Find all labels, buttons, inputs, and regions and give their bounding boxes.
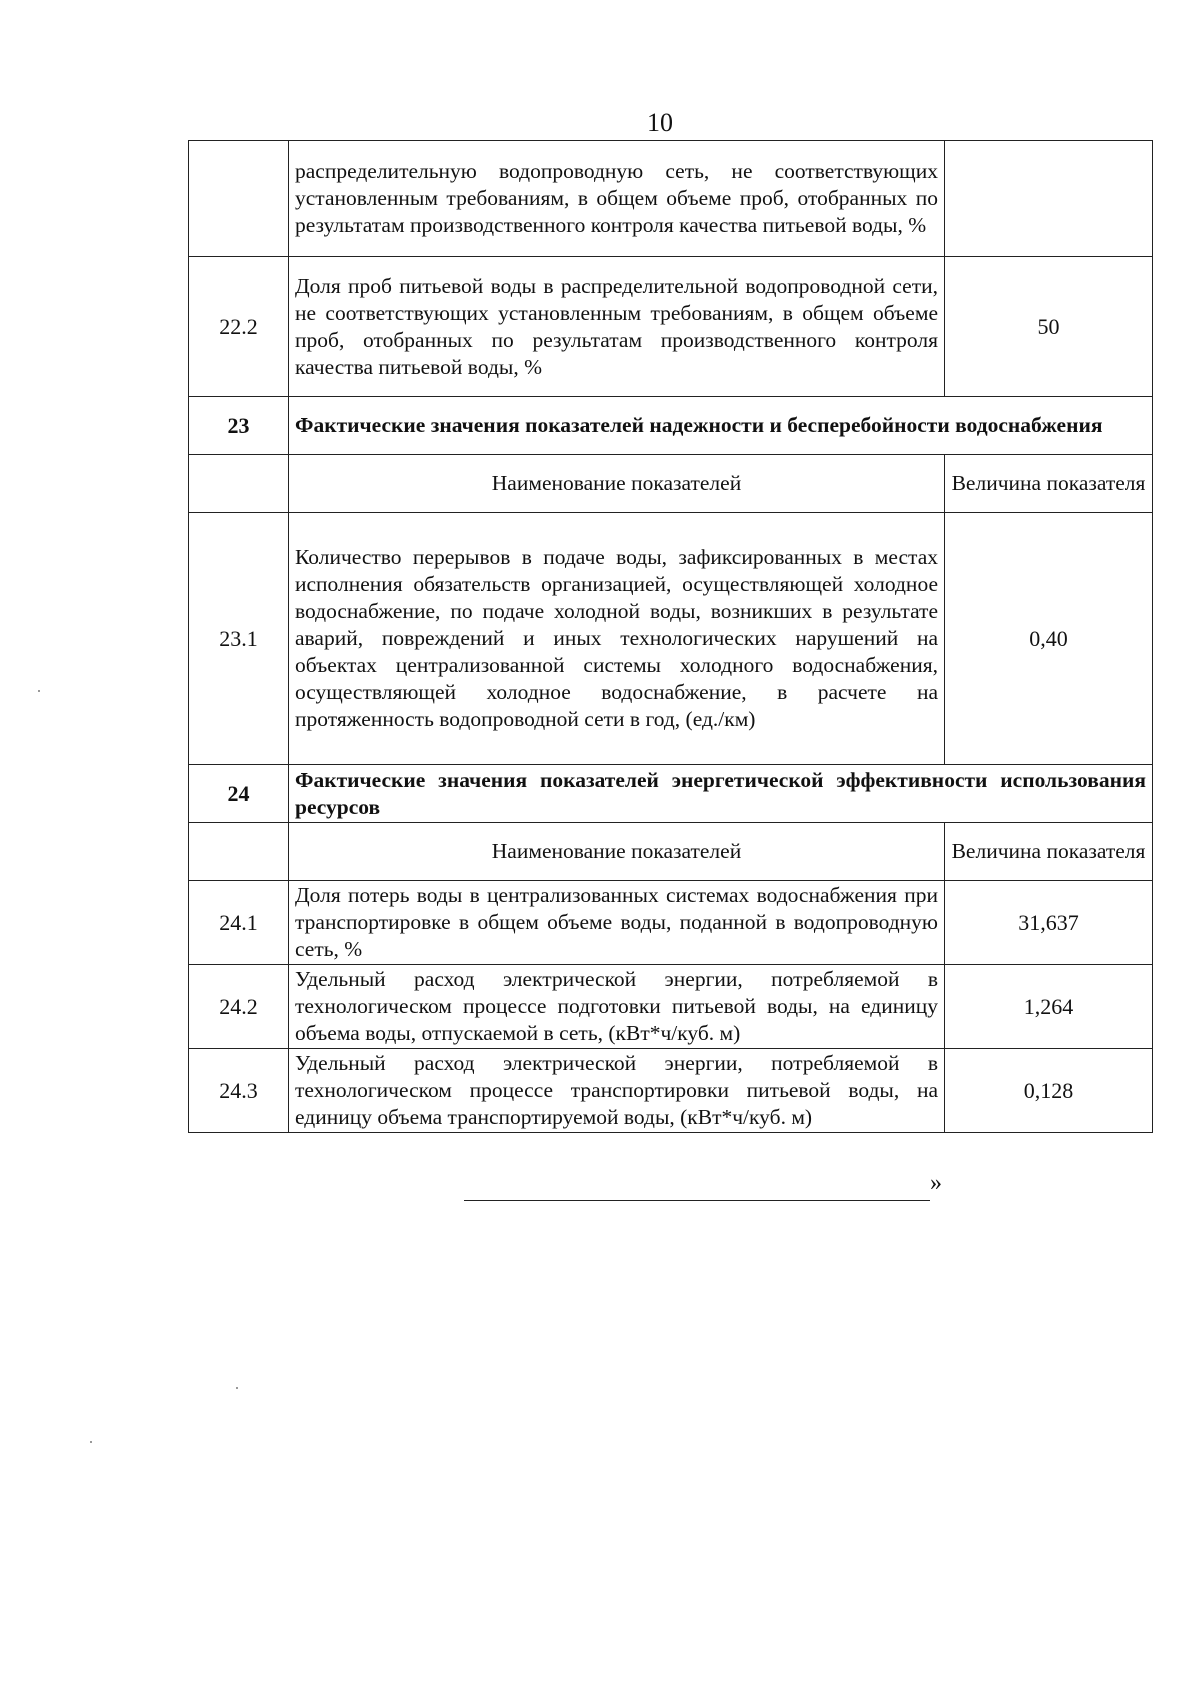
row-number-cell bbox=[189, 141, 289, 257]
section-number: 24 bbox=[189, 765, 289, 823]
indicator-value: 0,40 bbox=[945, 513, 1153, 765]
closing-underline bbox=[464, 1176, 930, 1201]
indicators-table bbox=[188, 140, 1153, 1133]
indicator-value: 1,264 bbox=[945, 965, 1153, 1049]
scan-speck bbox=[90, 1441, 92, 1443]
table-row bbox=[189, 257, 1153, 397]
section-row bbox=[189, 765, 1153, 823]
header-empty-cell bbox=[189, 455, 289, 513]
section-row bbox=[189, 397, 1153, 455]
table-row bbox=[189, 141, 1153, 257]
name-column-header: Наименование показателей bbox=[289, 823, 945, 881]
header-empty-cell bbox=[189, 823, 289, 881]
scan-speck bbox=[236, 1387, 238, 1389]
closing-quote-mark: » bbox=[930, 1170, 942, 1196]
indicator-value-cell bbox=[945, 141, 1153, 257]
header-row bbox=[189, 823, 1153, 881]
page-number: 10 bbox=[647, 108, 673, 137]
value-column-header: Величина показателя bbox=[945, 823, 1153, 881]
section-title: Фактические значения показателей энергетической эффективности использования ресурсов bbox=[289, 765, 1153, 823]
indicator-value: 50 bbox=[945, 257, 1153, 397]
indicator-value: 31,637 bbox=[945, 881, 1153, 965]
name-column-header: Наименование показателей bbox=[289, 455, 945, 513]
header-row bbox=[189, 455, 1153, 513]
table-row bbox=[189, 965, 1153, 1049]
indicator-description: Удельный расход электрической энергии, потребляемой в технологическом процессе подготовки питьевой воды, на единицу объема воды, отпускаемой в сеть, (кВт*ч/куб. м) bbox=[289, 965, 945, 1049]
scan-speck bbox=[38, 690, 40, 692]
indicator-description: Удельный расход электрической энергии, потребляемой в технологическом процессе транспортировки питьевой воды, на единицу объема транспортируемой воды, (кВт*ч/куб. м) bbox=[289, 1049, 945, 1133]
row-number: 22.2 bbox=[189, 257, 289, 397]
row-number: 23.1 bbox=[189, 513, 289, 765]
indicator-description: Количество перерывов в подаче воды, зафиксированных в местах исполнения обязательств организацией, осуществляющей холодное водоснабжение, по подаче холодной воды, возникших в результате аварий, повреждений и иных технологических нарушений на объектах централизованной системы холодного водоснабжения, осуществляющей холодное водоснабжение, в расчете на протяженность водопроводной сети в год, (ед./км) bbox=[289, 513, 945, 765]
indicator-description: Доля проб питьевой воды в распределительной водопроводной сети, не соответствующих установленным требованиям, в общем объеме проб, отобранных по результатам производственного контроля качества питьевой воды, % bbox=[289, 257, 945, 397]
table-row bbox=[189, 513, 1153, 765]
value-column-header: Величина показателя bbox=[945, 455, 1153, 513]
section-number: 23 bbox=[189, 397, 289, 455]
table-row bbox=[189, 1049, 1153, 1133]
indicator-description: Доля потерь воды в централизованных системах водоснабжения при транспортировке в общем объеме воды, поданной в водопроводную сеть, % bbox=[289, 881, 945, 965]
indicator-value: 0,128 bbox=[945, 1049, 1153, 1133]
section-title: Фактические значения показателей надежности и бесперебойности водоснабжения bbox=[289, 397, 1153, 455]
row-number: 24.1 bbox=[189, 881, 289, 965]
row-number: 24.3 bbox=[189, 1049, 289, 1133]
table-row bbox=[189, 881, 1153, 965]
row-number: 24.2 bbox=[189, 965, 289, 1049]
indicator-description: распределительную водопроводную сеть, не соответствующих установленным требованиям, в общем объеме проб, отобранных по результатам производственного контроля качества питьевой воды, % bbox=[289, 141, 945, 257]
